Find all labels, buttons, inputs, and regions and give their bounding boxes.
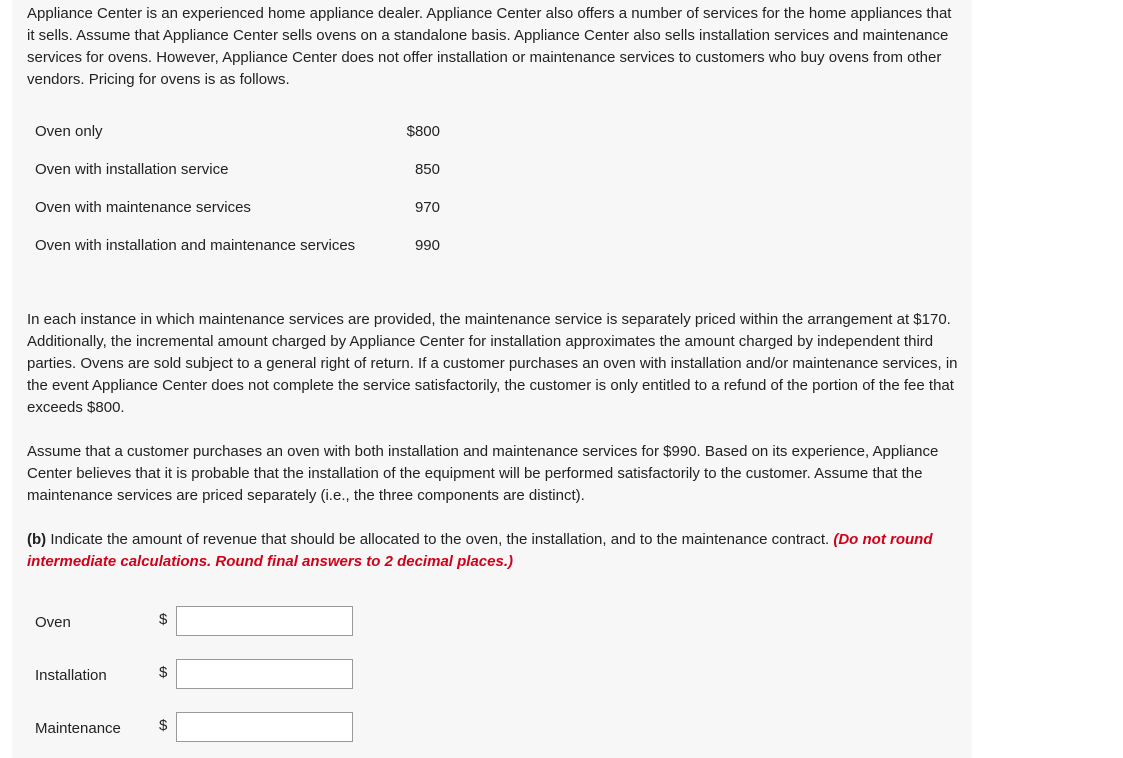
answer-row-oven [35, 606, 355, 638]
maintenance-amount-input[interactable] [176, 712, 353, 742]
pricing-value: $800 [406, 123, 440, 140]
currency-symbol: $ [159, 717, 168, 734]
question-prompt [27, 529, 962, 573]
pricing-label: Oven with maintenance services [35, 199, 251, 216]
installation-amount-input[interactable] [176, 659, 353, 689]
answer-label-maintenance: Maintenance [35, 720, 121, 737]
question-part-label: (b) [27, 531, 47, 548]
question-text: Indicate the amount of revenue that should be allocated to the oven, the installation, and to the maintenance contract. [46, 531, 834, 548]
answer-label-oven: Oven [35, 614, 71, 631]
pricing-row-oven-installation [35, 159, 440, 181]
assumption-paragraph: Assume that a customer purchases an oven with both installation and maintenance services for $990. Based on its experience, Appliance Center believes that it is probable that the installation of the equipment will be performed satisfactorily to the customer. Assume that the maintenance services are priced separately (i.e., the three components are distinct). [27, 443, 939, 504]
intro-paragraph: Appliance Center is an experienced home appliance dealer. Appliance Center also offers a number of services for the home appliances that it sells. Assume that Appliance Center sells ovens on a standalone basis. Appliance Center also sells installation services and maintenance services for ovens. However, Appliance Center does not offer installation or maintenance services to customers who buy ovens from other vendors. Pricing for ovens is as follows. [27, 5, 952, 88]
question-hint: (Do not round intermediate calculations. Round final answers to 2 decimal places.) [27, 531, 933, 570]
pricing-value: 850 [414, 161, 440, 178]
pricing-value: 970 [414, 199, 440, 216]
answer-row-installation [35, 659, 355, 691]
currency-symbol: $ [159, 664, 168, 681]
pricing-row-oven-only [35, 121, 440, 143]
maintenance-paragraph: In each instance in which maintenance services are provided, the maintenance service is separately priced within the arrangement at $170. Additionally, the incremental amount charged by Appliance Center for installation approximates the amount charged by independent third parties. Ovens are sold subject to a general right of return. If a customer purchases an oven with installation and/or maintenance services, in the event Appliance Center does not complete the service satisfactorily, the customer is only entitled to a refund of the portion of the fee that exceeds $800. [27, 311, 958, 416]
pricing-label: Oven only [35, 123, 103, 140]
currency-symbol: $ [159, 611, 168, 628]
pricing-label: Oven with installation and maintenance services [35, 237, 356, 254]
pricing-label: Oven with installation service [35, 161, 229, 178]
pricing-row-oven-installation-maintenance [35, 235, 440, 257]
pricing-value: 990 [414, 237, 440, 254]
oven-amount-input[interactable] [176, 606, 353, 636]
answer-row-maintenance [35, 712, 355, 744]
answer-label-installation: Installation [35, 667, 107, 684]
pricing-row-oven-maintenance [35, 197, 440, 219]
